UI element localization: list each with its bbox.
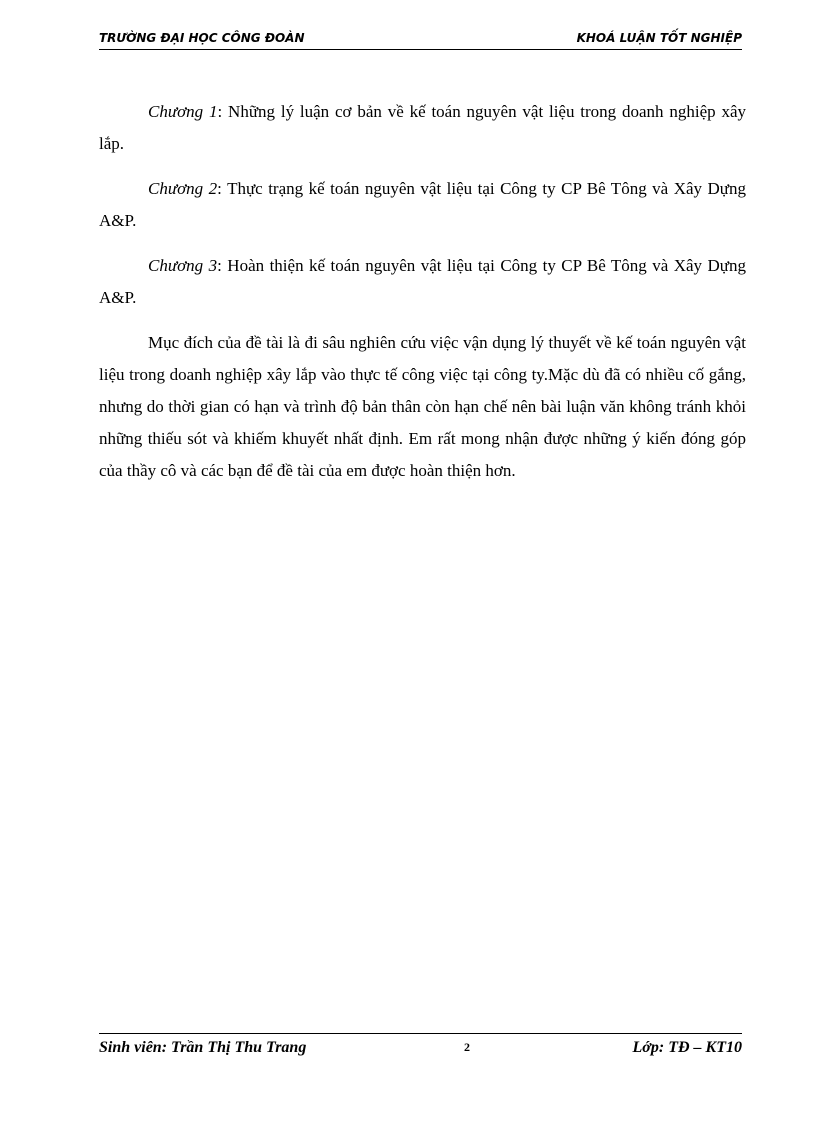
chapter-2-label: Chương 2 <box>148 179 218 198</box>
purpose-paragraph: Mục đích của đề tài là đi sâu nghiên cứu việc vận dụng lý thuyết về kế toán nguyên vật liệu trong doanh nghiệp xây lắp vào thực tế công việc tại công ty.Mặc dù đã có nhiều cố gắng, nhưng do thời gian có hạn và trình độ bản thân còn hạn chế nên bài luận văn không tránh khỏi những thiếu sót và khiếm khuyết nhất định. Em rất mong nhận được những ý kiến đóng góp của thầy cô và các bạn để đề tài của em được hoàn thiện hơn. <box>99 333 746 480</box>
chapter-1-text: : Những lý luận cơ bản về kế toán nguyên vật liệu trong doanh nghiệp xây lắp. <box>99 102 747 153</box>
chapter-3-text: : Hoàn thiện kế toán nguyên vật liệu tại Công ty CP Bê Tông và Xây Dựng A&P. <box>99 256 746 307</box>
chapter-1-label: Chương 1 <box>148 102 218 121</box>
page-header <box>99 27 742 50</box>
footer-class-label: Lớp: TĐ – KT10 <box>632 1039 742 1056</box>
header-document-type: KHOÁ LUẬN TỐT NGHIỆP <box>576 31 742 45</box>
chapter-2-text: : Thực trạng kế toán nguyên vật liệu tại Công ty CP Bê Tông và Xây Dựng A&P. <box>99 179 746 230</box>
document-body <box>99 96 746 500</box>
chapter-3-label: Chương 3 <box>148 256 218 275</box>
chapter-1-paragraph <box>99 96 746 160</box>
chapter-3-paragraph <box>99 250 746 314</box>
chapter-2-paragraph <box>99 173 746 237</box>
footer-student-name: Sinh viên: Trần Thị Thu Trang <box>99 1039 307 1056</box>
header-school-name: TRƯỜNG ĐẠI HỌC CÔNG ĐOÀN <box>99 31 305 45</box>
page-number: 2 <box>464 1040 470 1054</box>
page-footer <box>99 1033 742 1064</box>
